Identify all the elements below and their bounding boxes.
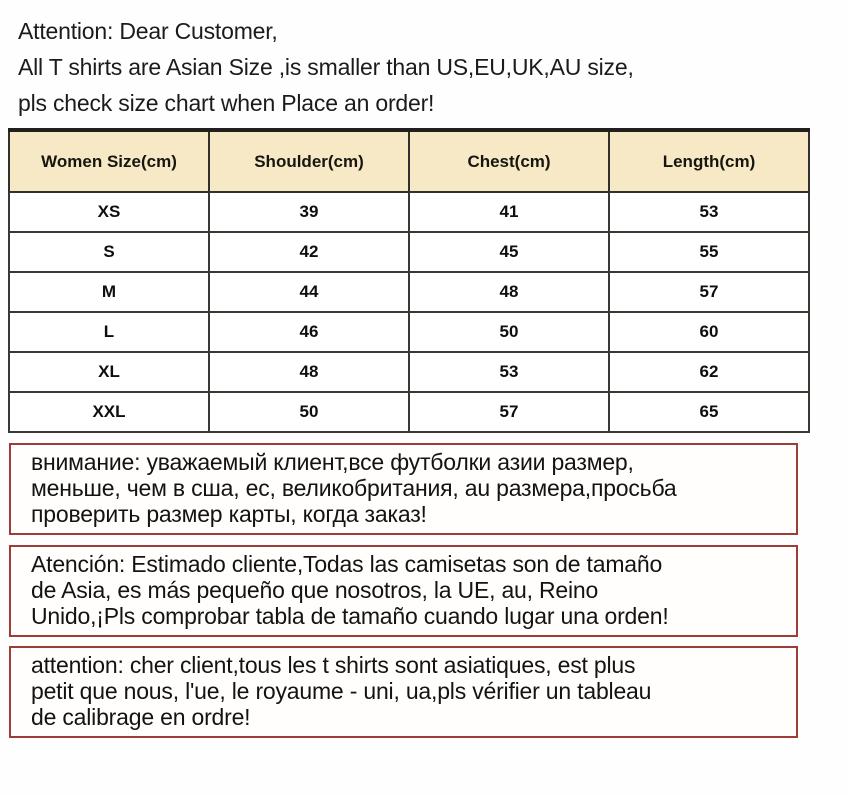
shoulder-value: 42 [209,232,409,272]
table-row [9,392,809,432]
chest-value: 41 [409,192,609,232]
notice-line: petit que nous, l'ue, le royaume - uni, ua,pls vérifier un tableau [31,678,652,704]
notice-line: Atención: Estimado cliente,Todas las camisetas son de tamaño [31,551,663,577]
size-label: S [9,232,209,272]
attention-line-2: All T shirts are Asian Size ,is smaller than US,EU,UK,AU size, [18,54,634,80]
shoulder-value: 50 [209,392,409,432]
notice-french [9,646,798,738]
size-chart-table [8,128,810,433]
chest-value: 50 [409,312,609,352]
size-label: XXL [9,392,209,432]
notice-line: меньше, чем в сша, ес, великобритания, au размера,просьба [31,475,677,501]
column-header-length: Length(cm) [609,130,809,192]
notice-line: внимание: уважаемый клиент,все футболки азии размер, [31,449,634,475]
length-value: 57 [609,272,809,312]
shoulder-value: 44 [209,272,409,312]
column-header-shoulder: Shoulder(cm) [209,130,409,192]
notice-russian [9,443,798,535]
table-row [9,232,809,272]
column-header-chest: Chest(cm) [409,130,609,192]
size-label: XL [9,352,209,392]
table-row [9,312,809,352]
table-row [9,352,809,392]
column-header-women-size: Women Size(cm) [9,130,209,192]
notice-line: de calibrage en ordre! [31,704,251,730]
attention-header [0,0,850,121]
length-value: 60 [609,312,809,352]
attention-line-1: Attention: Dear Customer, [18,18,278,44]
notice-line: проверить размер карты, когда заказ! [31,501,427,527]
attention-line-3: pls check size chart when Place an order! [18,90,435,116]
notice-line: attention: cher client,tous les t shirts sont asiatiques, est plus [31,652,636,678]
table-row [9,272,809,312]
length-value: 53 [609,192,809,232]
shoulder-value: 46 [209,312,409,352]
size-label: XS [9,192,209,232]
shoulder-value: 39 [209,192,409,232]
chest-value: 48 [409,272,609,312]
notice-line: de Asia, es más pequeño que nosotros, la UE, au, Reino [31,577,599,603]
length-value: 65 [609,392,809,432]
chest-value: 45 [409,232,609,272]
length-value: 55 [609,232,809,272]
notice-line: Unido,¡Pls comprobar tabla de tamaño cuando lugar una orden! [31,603,669,629]
chest-value: 57 [409,392,609,432]
length-value: 62 [609,352,809,392]
table-header-row [9,130,809,192]
size-label: L [9,312,209,352]
table-row [9,192,809,232]
chest-value: 53 [409,352,609,392]
size-label: M [9,272,209,312]
notice-spanish [9,545,798,637]
shoulder-value: 48 [209,352,409,392]
